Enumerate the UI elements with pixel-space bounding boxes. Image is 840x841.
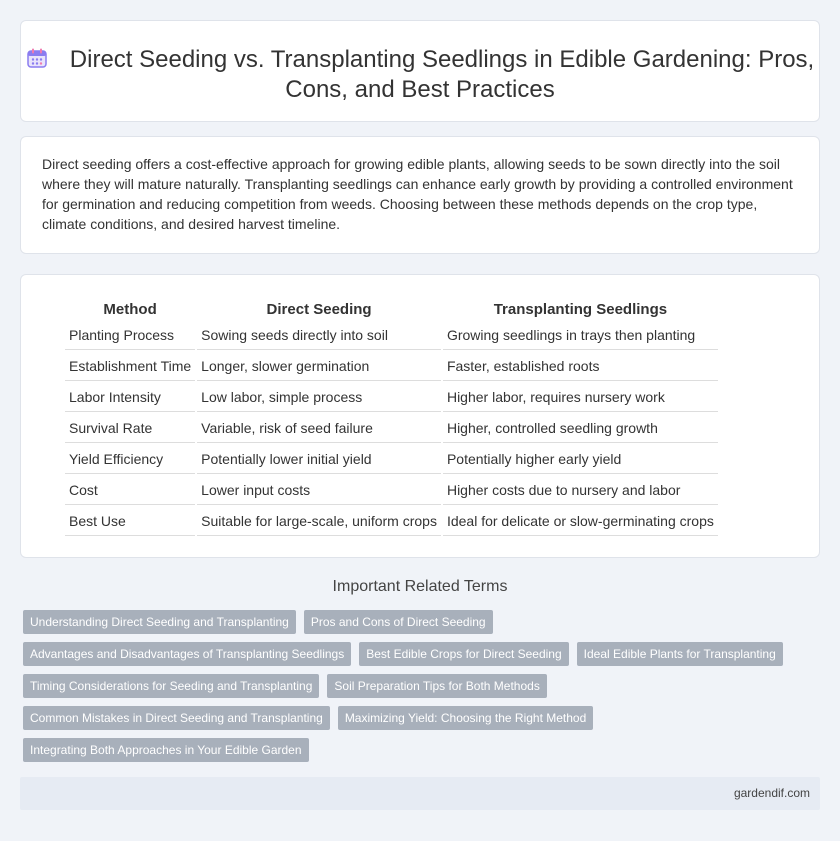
comparison-table-card — [20, 274, 820, 558]
header-card — [20, 20, 820, 122]
table-row — [65, 414, 718, 443]
table-cell: Higher labor, requires nursery work — [443, 383, 718, 412]
comparison-table — [63, 297, 720, 538]
header-direct-seeding: Direct Seeding — [266, 300, 372, 318]
header-transplanting: Transplanting Seedlings — [493, 300, 668, 318]
table-cell: Higher, controlled seedling growth — [443, 414, 718, 443]
related-terms-heading: Important Related Terms — [332, 578, 508, 595]
related-term-tag[interactable]: Timing Considerations for Seeding and Transplanting — [23, 674, 319, 698]
related-term-tag[interactable]: Advantages and Disadvantages of Transplanting Seedlings — [23, 642, 351, 666]
footer-site-link[interactable]: gardendif.com — [733, 786, 810, 800]
table-cell: Faster, established roots — [443, 352, 718, 381]
table-cell: Planting Process — [65, 321, 195, 350]
table-cell: Labor Intensity — [65, 383, 195, 412]
related-term-tag[interactable]: Ideal Edible Plants for Transplanting — [577, 642, 783, 666]
table-header-row — [65, 299, 718, 319]
summary-text: Direct seeding offers a cost-effective approach for growing edible plants, allowing seeds to be sown directly into the soil where they will mature naturally. Transplanting seedlings can enhance early growth by providing a controlled environment for germination and reducing competition from weeds. Choosing between these methods depends on the crop type, climate conditions, and desired harvest timeline. — [42, 156, 793, 232]
table-cell: Growing seedlings in trays then planting — [443, 321, 718, 350]
related-term-tag[interactable]: Common Mistakes in Direct Seeding and Transplanting — [23, 706, 330, 730]
table-cell: Variable, risk of seed failure — [197, 414, 441, 443]
summary-card — [20, 136, 820, 254]
table-cell: Low labor, simple process — [197, 383, 441, 412]
table-cell: Establishment Time — [65, 352, 195, 381]
table-cell: Survival Rate — [65, 414, 195, 443]
related-terms-list — [23, 610, 803, 762]
table-row — [65, 476, 718, 505]
related-term-tag[interactable]: Integrating Both Approaches in Your Edible Garden — [23, 738, 309, 762]
table-cell: Yield Efficiency — [65, 445, 195, 474]
table-cell: Lower input costs — [197, 476, 441, 505]
page-title: Direct Seeding vs. Transplanting Seedlings in Edible Gardening: Pros, Cons, and Best Practices — [69, 46, 815, 103]
table-cell: Longer, slower germination — [197, 352, 441, 381]
header-method: Method — [103, 300, 157, 318]
table-cell: Suitable for large-scale, uniform crops — [197, 507, 441, 536]
related-term-tag[interactable]: Soil Preparation Tips for Both Methods — [327, 674, 546, 698]
page-title-wrap — [21, 45, 819, 105]
related-term-tag[interactable]: Pros and Cons of Direct Seeding — [304, 610, 493, 634]
table-cell: Sowing seeds directly into soil — [197, 321, 441, 350]
table-cell: Ideal for delicate or slow-germinating crops — [443, 507, 718, 536]
table-row — [65, 383, 718, 412]
table-cell: Cost — [65, 476, 195, 505]
related-term-tag[interactable]: Best Edible Crops for Direct Seeding — [359, 642, 568, 666]
calendar-icon — [26, 47, 48, 69]
table-cell: Potentially higher early yield — [443, 445, 718, 474]
table-cell: Potentially lower initial yield — [197, 445, 441, 474]
table-row — [65, 507, 718, 536]
related-term-tag[interactable]: Understanding Direct Seeding and Transplanting — [23, 610, 296, 634]
table-cell: Higher costs due to nursery and labor — [443, 476, 718, 505]
table-row — [65, 352, 718, 381]
footer — [20, 777, 820, 810]
table-cell: Best Use — [65, 507, 195, 536]
table-row — [65, 321, 718, 350]
related-term-tag[interactable]: Maximizing Yield: Choosing the Right Method — [338, 706, 593, 730]
table-row — [65, 445, 718, 474]
